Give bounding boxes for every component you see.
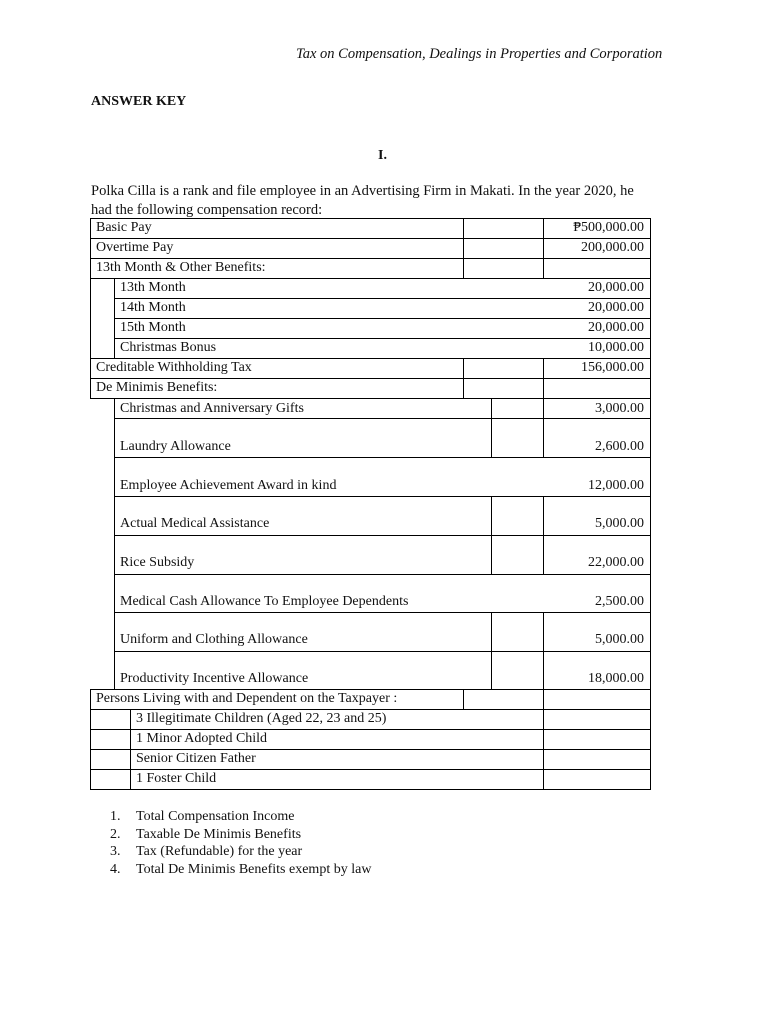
table-rule xyxy=(114,418,651,419)
de-minimis-amount: 3,000.00 xyxy=(595,401,644,416)
table-rule xyxy=(650,218,651,399)
de-minimis-amount: 22,000.00 xyxy=(588,555,644,570)
table-rule xyxy=(491,612,492,651)
de-minimis-label: Employee Achievement Award in kind xyxy=(120,478,337,493)
benefit-label: Christmas Bonus xyxy=(120,340,217,355)
table-rule xyxy=(543,418,544,457)
table-rule xyxy=(90,218,91,399)
question-number: 1. xyxy=(110,809,121,824)
intro-line-1: Polka Cilla is a rank and file employee in an Advertising Firm in Makati. In the year 2020, he xyxy=(91,183,634,199)
table-rule xyxy=(114,278,115,358)
benefit-label: 13th Month xyxy=(120,280,186,295)
question-number: 4. xyxy=(110,861,121,877)
table-rule xyxy=(491,651,492,689)
benefit-label: 14th Month xyxy=(120,300,186,315)
de-minimis-amount: 5,000.00 xyxy=(595,516,644,531)
table-rule xyxy=(543,218,544,278)
table-rule xyxy=(463,689,464,709)
table-rule xyxy=(114,457,651,458)
row-label-overtime-pay: Overtime Pay xyxy=(96,240,174,255)
intro-paragraph xyxy=(91,182,671,220)
table-rule xyxy=(543,612,544,651)
question-text: Tax (Refundable) for the year xyxy=(136,844,303,859)
question-item xyxy=(110,826,371,844)
table-rule xyxy=(130,709,131,789)
row-label-de-minimis-header: De Minimis Benefits: xyxy=(96,380,218,395)
table-rule xyxy=(543,689,544,790)
table-rule xyxy=(114,398,115,689)
de-minimis-label: Productivity Incentive Allowance xyxy=(120,671,309,686)
table-rule xyxy=(463,218,464,278)
table-rule xyxy=(90,398,651,399)
row-amount-withholding: 156,000.00 xyxy=(581,360,644,375)
de-minimis-amount: 5,000.00 xyxy=(595,632,644,647)
table-rule xyxy=(114,651,651,652)
table-rule xyxy=(114,574,651,575)
table-rule xyxy=(543,535,544,574)
table-rule xyxy=(650,398,651,689)
table-rule xyxy=(90,689,91,790)
benefit-amount: 20,000.00 xyxy=(588,280,644,295)
table-rule xyxy=(491,535,492,574)
benefit-amount: 20,000.00 xyxy=(588,320,644,335)
de-minimis-label: Uniform and Clothing Allowance xyxy=(120,632,308,647)
table-rule xyxy=(491,418,492,457)
question-number: 2. xyxy=(110,826,121,842)
question-item xyxy=(110,861,371,879)
de-minimis-amount: 2,500.00 xyxy=(595,594,644,609)
benefit-amount: 10,000.00 xyxy=(588,340,644,355)
page-header-title: Tax on Compensation, Dealings in Properties and Corporation xyxy=(296,46,663,62)
row-label-basic-pay: Basic Pay xyxy=(96,220,152,235)
dependent-label: 1 Minor Adopted Child xyxy=(136,731,268,746)
row-amount-basic-pay: ₱500,000.00 xyxy=(573,220,644,235)
question-number: 3. xyxy=(110,844,121,859)
benefit-label: 15th Month xyxy=(120,320,186,335)
dependent-label: 3 Illegitimate Children (Aged 22, 23 and 25) xyxy=(136,711,387,726)
row-label-13th-header: 13th Month & Other Benefits: xyxy=(96,260,266,275)
question-list xyxy=(110,808,371,878)
de-minimis-amount: 18,000.00 xyxy=(588,671,644,686)
table-rule xyxy=(650,689,651,790)
question-text: Total Compensation Income xyxy=(136,809,295,824)
answer-key-heading: ANSWER KEY xyxy=(91,94,187,109)
question-item xyxy=(110,808,371,826)
table-rule xyxy=(114,496,651,497)
table-rule xyxy=(114,535,651,536)
table-rule xyxy=(90,789,651,790)
table-rule xyxy=(543,398,544,418)
de-minimis-amount: 2,600.00 xyxy=(595,439,644,454)
question-item xyxy=(110,843,371,861)
dependent-label: 1 Foster Child xyxy=(136,771,217,786)
benefit-amount: 20,000.00 xyxy=(588,300,644,315)
intro-line-2: had the following compensation record: xyxy=(91,202,323,218)
table-rule xyxy=(543,358,544,398)
question-text: Total De Minimis Benefits exempt by law xyxy=(136,861,372,877)
table-rule xyxy=(491,496,492,535)
table-rule xyxy=(491,398,492,418)
de-minimis-label: Rice Subsidy xyxy=(120,555,195,570)
de-minimis-amount: 12,000.00 xyxy=(588,478,644,493)
de-minimis-label: Laundry Allowance xyxy=(120,439,231,454)
row-label-dependents-header: Persons Living with and Dependent on the Taxpayer : xyxy=(96,691,398,706)
de-minimis-label: Actual Medical Assistance xyxy=(120,516,270,531)
table-rule xyxy=(543,651,544,689)
row-amount-overtime-pay: 200,000.00 xyxy=(581,240,644,255)
question-text: Taxable De Minimis Benefits xyxy=(136,826,302,842)
table-rule xyxy=(463,358,464,398)
table-rule xyxy=(114,612,651,613)
row-label-withholding: Creditable Withholding Tax xyxy=(96,360,252,375)
de-minimis-label: Medical Cash Allowance To Employee Dependents xyxy=(120,594,409,609)
de-minimis-label: Christmas and Anniversary Gifts xyxy=(120,401,304,416)
section-number: I. xyxy=(378,148,387,163)
dependent-label: Senior Citizen Father xyxy=(136,751,256,766)
table-rule xyxy=(543,496,544,535)
